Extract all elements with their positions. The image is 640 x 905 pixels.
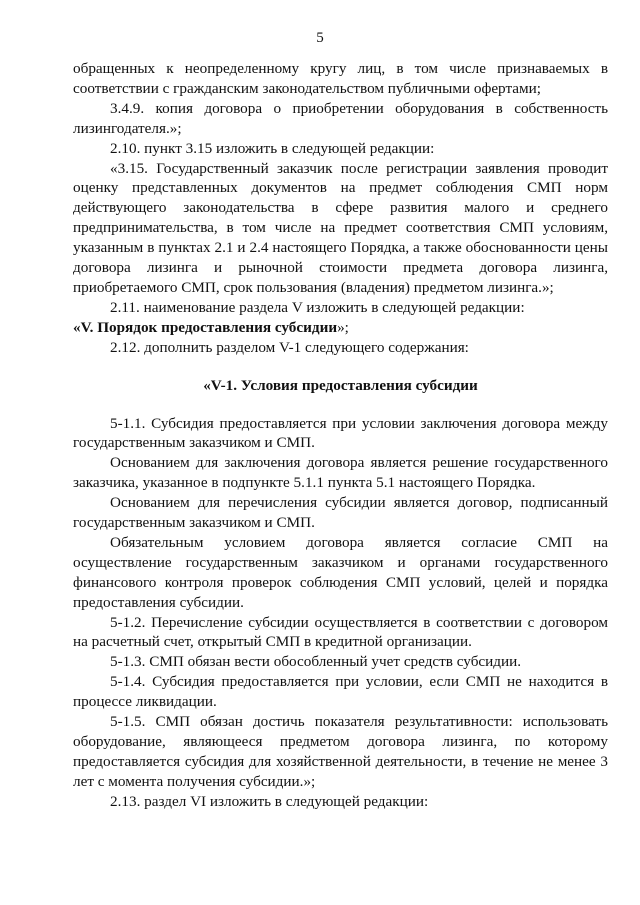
paragraph-continuation: обращенных к неопределенному кругу лиц, в том числе признаваемых в соответствии с гражданским законодательством публичными офертами; <box>73 60 608 97</box>
paragraph-2-12: 2.12. дополнить разделом V-1 следующего содержания: <box>110 338 469 356</box>
paragraph-2-11: 2.11. наименование раздела V изложить в следующей редакции: <box>110 298 525 316</box>
paragraph-3-15: «3.15. Государственный заказчик после регистрации заявления проводит оценку представленных документов на предмет соблюдения СМП норм действующего законодательства в сфере развития малого и среднего предпринимательства, в том числе на предмет соответствия СМП условиям, указанным в пунктах 2.1 и 2.4 настоящего Порядка, а также обоснованности цены договора лизинга и рыночной стоимости предмета договора лизинга, приобретаемого СМП, срок пользования (владения) предметом лизинга.»; <box>73 159 608 296</box>
page-number: 5 <box>316 30 324 46</box>
paragraph-5-1-2: 5-1.2. Перечисление субсидии осуществляется в соответствии с договором на расчетный счет, открытый СМП в кредитной организации. <box>73 613 608 651</box>
section-v1-title: «V-1. Условия предоставления субсидии <box>203 376 478 394</box>
paragraph-basis-contract: Основанием для заключения договора является решение государственного заказчика, указанное в подпункте 5.1.1 пункта 5.1 настоящего Порядка. <box>73 454 608 492</box>
paragraph-3-4-9: 3.4.9. копия договора о приобретении оборудования в собственность лизингодателя.»; <box>73 99 608 137</box>
document-body <box>73 59 608 812</box>
section-v-heading <box>73 318 608 338</box>
section-v-open-quote: « <box>73 318 81 336</box>
paragraph-2-10: 2.10. пункт 3.15 изложить в следующей редакции: <box>110 139 435 157</box>
paragraph-5-1-3: 5-1.3. СМП обязан вести обособленный учет средств субсидии. <box>110 653 522 671</box>
paragraph-basis-transfer: Основанием для перечисления субсидии является договор, подписанный государственным заказчиком и СМП. <box>73 494 608 532</box>
section-v-close-quote: »; <box>337 318 349 336</box>
paragraph-2-13: 2.13. раздел VI изложить в следующей редакции: <box>110 792 429 810</box>
section-v-title: V. Порядок предоставления субсидии <box>80 318 338 336</box>
paragraph-5-1-1: 5-1.1. Субсидия предоставляется при условии заключения договора между государственным заказчиком и СМП. <box>73 414 608 452</box>
paragraph-mandatory-condition: Обязательным условием договора является согласие СМП на осуществление государственным заказчиком и органами государственного финансового контроля проверок соблюдения СМП условий, целей и порядка предоставления субсидии. <box>73 533 608 611</box>
paragraph-5-1-4: 5-1.4. Субсидия предоставляется при условии, если СМП не находится в процессе ликвидации. <box>73 673 608 711</box>
paragraph-5-1-5: 5-1.5. СМП обязан достичь показателя результативности: использовать оборудование, являющееся предметом договора лизинга, по которому предоставляется субсидия для хозяйственной деятельности, в течение не менее 3 лет с момента получения субсидии.»; <box>73 713 608 790</box>
